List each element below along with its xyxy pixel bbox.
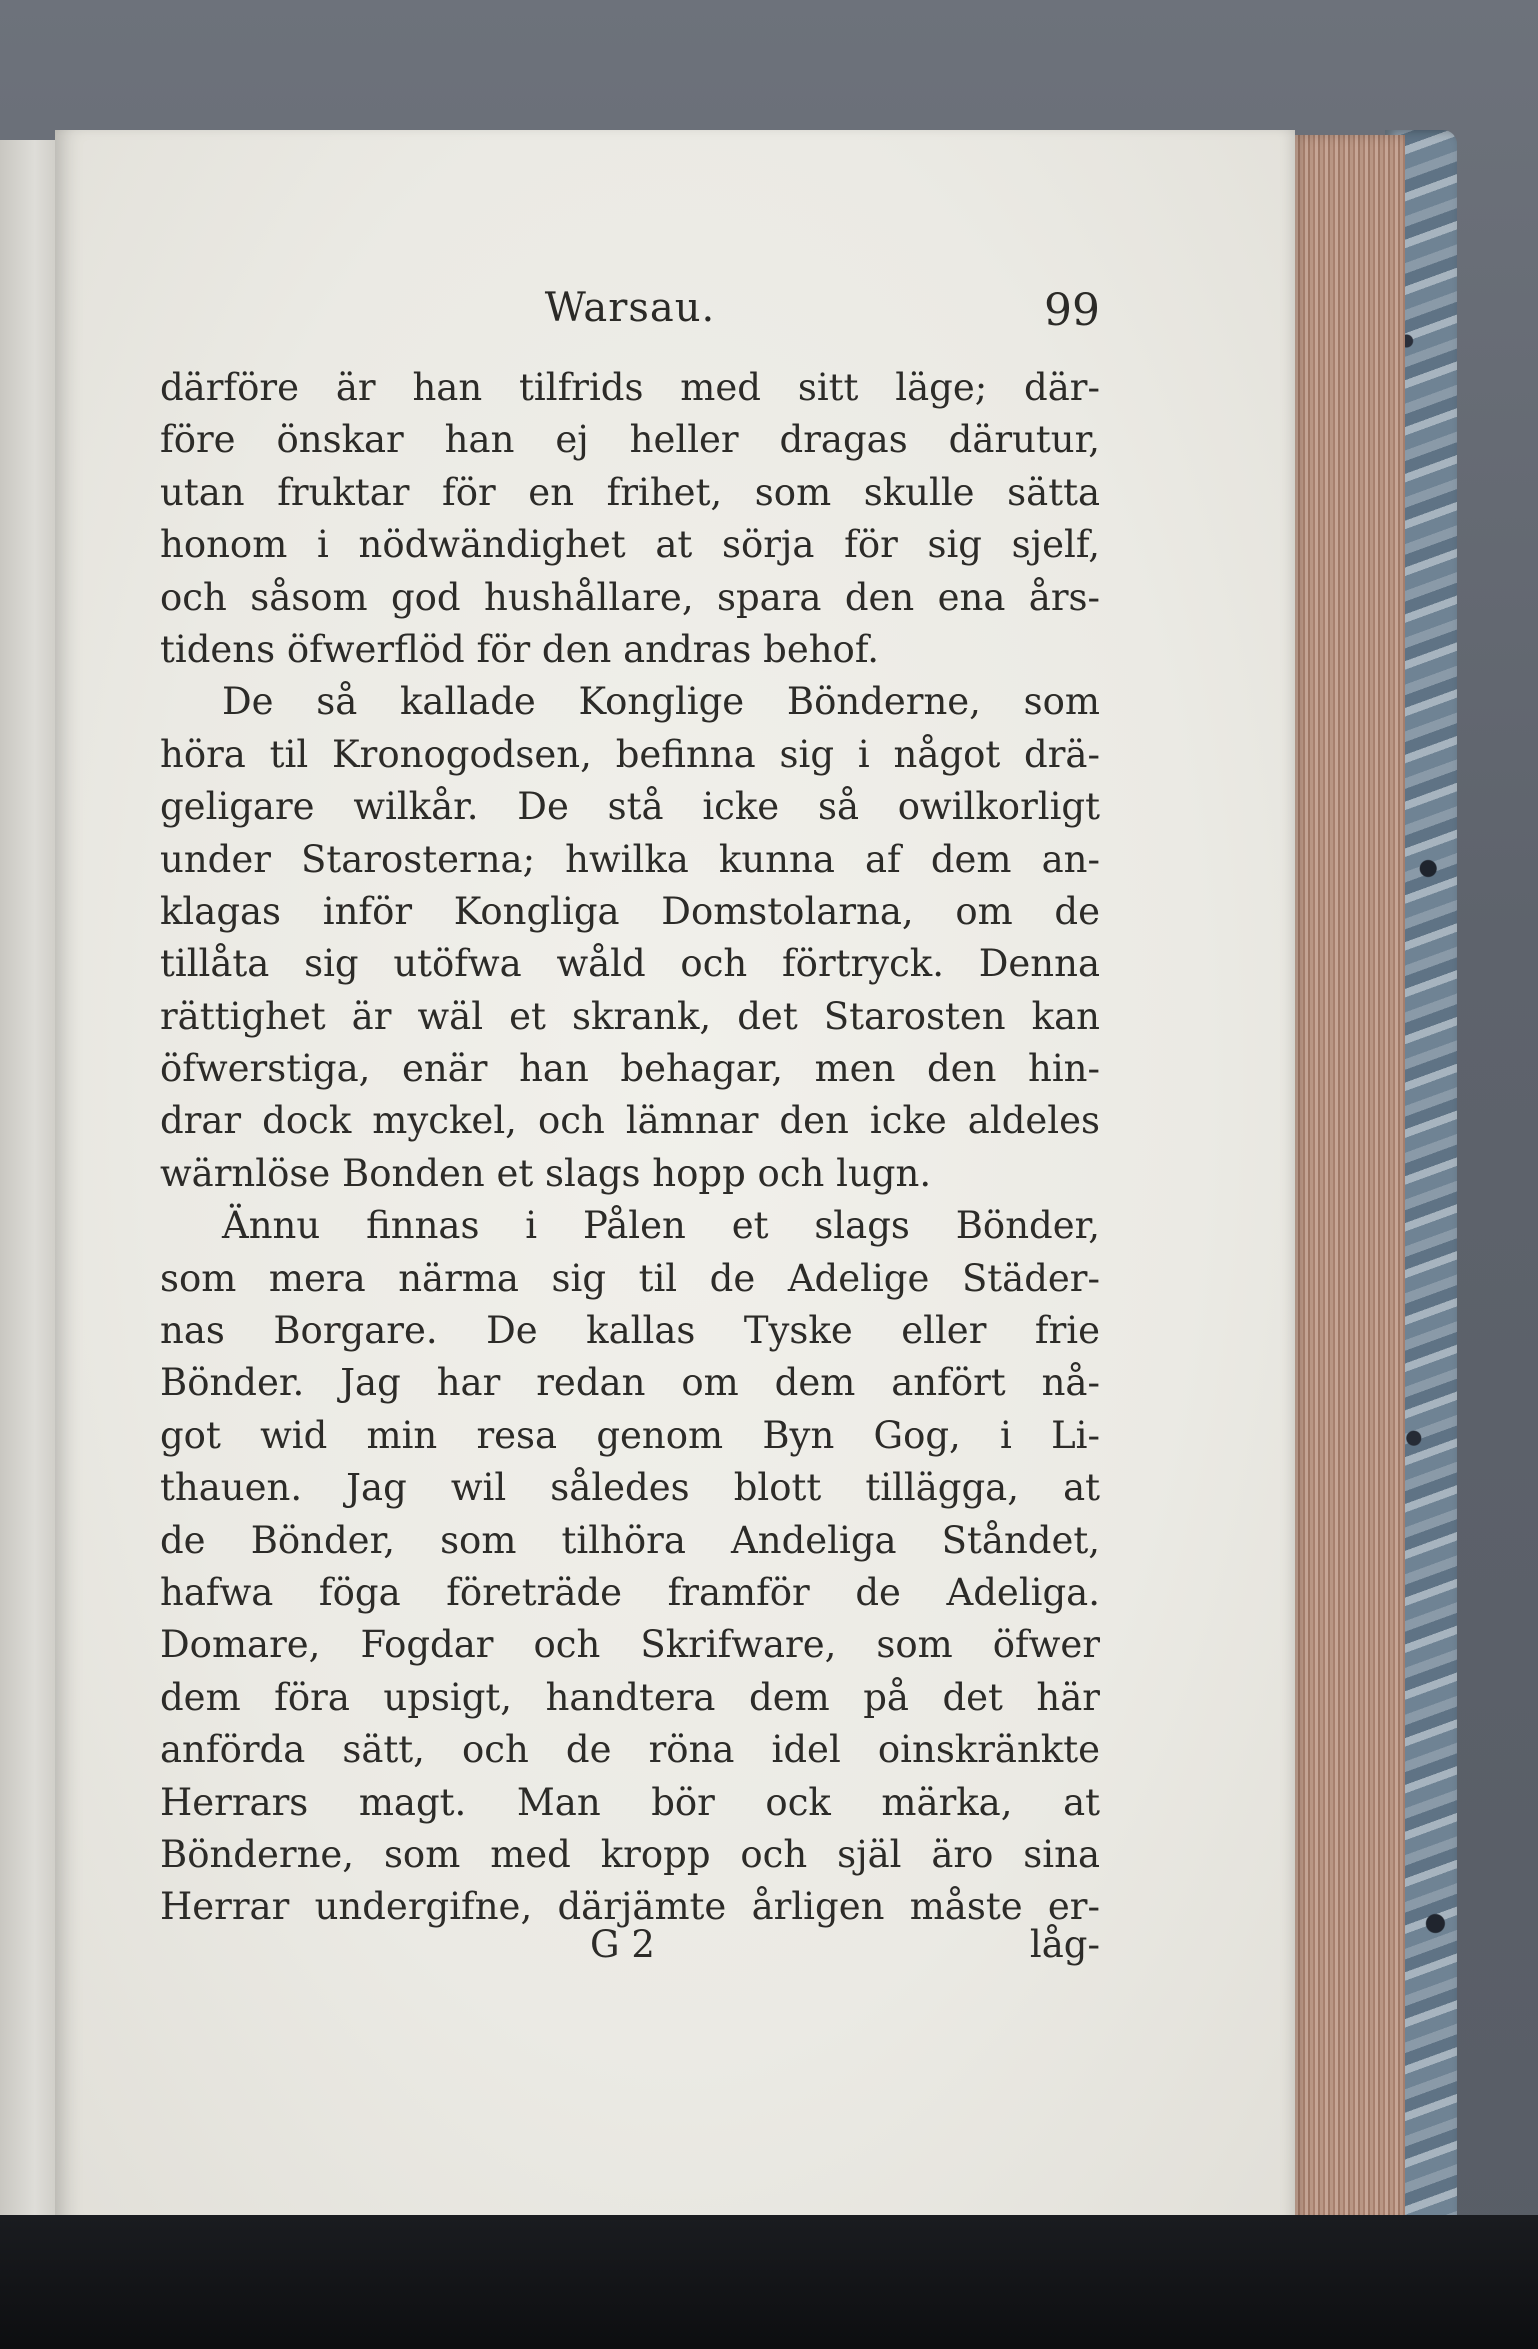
- text-line: wärnlöse Bonden et slags hopp och lugn.: [160, 1151, 932, 1195]
- text-line: honom i nödwändighet at sörja för sig sjelf,: [160, 523, 1100, 567]
- text-line: klagas inför Kongliga Domstolarna, om de: [160, 889, 1100, 933]
- text-line: Herrar undergifne, därjämte årligen måste er-: [160, 1885, 1100, 1929]
- page-edges: [1290, 135, 1405, 2225]
- text-line: Ännu finnas i Pålen et slags Bönder,: [222, 1204, 1100, 1248]
- text-line: som mera närma sig til de Adelige Städer-: [160, 1256, 1100, 1300]
- text-line: Herrars magt. Man bör ock märka, at: [160, 1780, 1100, 1824]
- text-line: under Starosterna; hwilka kunna af dem an-: [160, 837, 1100, 881]
- signature-mark: G 2: [590, 1923, 655, 1966]
- text-line: öfwerstiga, enär han behagar, men den hin-: [160, 1047, 1100, 1091]
- text-line: därföre är han tilfrids med sitt läge; där-: [160, 366, 1100, 409]
- text-line: nas Borgare. De kallas Tyske eller frie: [160, 1309, 1100, 1353]
- body-text: [160, 362, 1100, 1934]
- text-line: de Bönder, som tilhöra Andeliga Ståndet,: [160, 1518, 1100, 1562]
- catchword: låg-: [1029, 1923, 1100, 1966]
- text-line: De så kallade Konglige Bönderne, som: [222, 680, 1100, 724]
- text-line: tidens öfwerflöd för den andras behof.: [160, 627, 879, 671]
- text-line: Domare, Fogdar och Skrifware, som öfwer: [160, 1623, 1100, 1667]
- left-facing-page: [0, 140, 60, 2215]
- text-line: höra til Kronogodsen, befinna sig i något drä-: [160, 732, 1100, 776]
- text-line: och såsom god hushållare, spara den ena års-: [160, 575, 1100, 619]
- text-line: anförda sätt, och de röna idel oinskränkte: [160, 1728, 1100, 1772]
- page-number: 99: [1044, 285, 1100, 336]
- text-line: drar dock myckel, och lämnar den icke aldeles: [160, 1099, 1100, 1143]
- text-line: geligare wilkår. De stå icke så owilkorligt: [160, 785, 1100, 829]
- running-title: Warsau.: [544, 285, 716, 331]
- page-header: [160, 285, 1100, 345]
- text-line: före önskar han ej heller dragas därutur,: [160, 418, 1100, 462]
- bottom-shadow: [0, 2215, 1538, 2349]
- text-line: got wid min resa genom Byn Gog, i Li-: [160, 1413, 1100, 1457]
- text-line: tillåta sig utöfwa wåld och förtryck. Denna: [160, 942, 1100, 986]
- text-line: Bönder. Jag har redan om dem anfört nå-: [160, 1361, 1100, 1405]
- text-line: hafwa föga företräde framför de Adeliga.: [160, 1570, 1100, 1614]
- text-line: utan fruktar för en frihet, som skulle sätta: [160, 470, 1100, 514]
- text-line: rättighet är wäl et skrank, det Starosten kan: [160, 994, 1100, 1038]
- text-line: thauen. Jag wil således blott tillägga, at: [160, 1466, 1100, 1510]
- text-line: Bönderne, som med kropp och själ äro sina: [160, 1832, 1100, 1876]
- text-line: dem föra upsigt, handtera dem på det här: [160, 1675, 1100, 1719]
